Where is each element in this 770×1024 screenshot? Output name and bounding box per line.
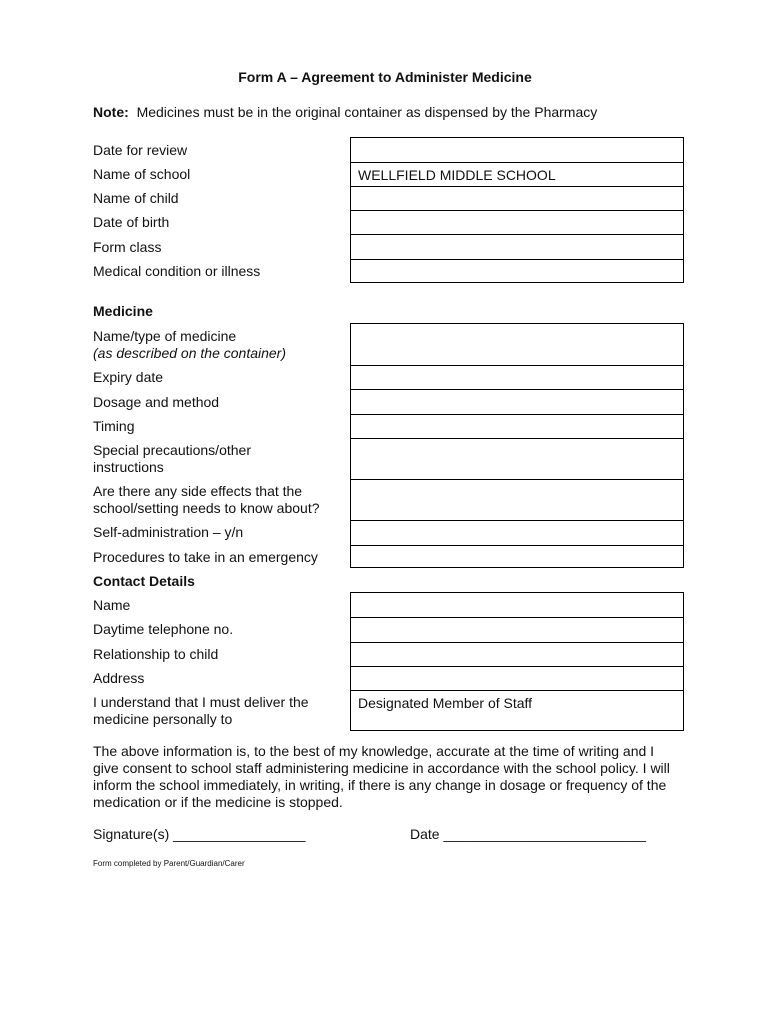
label-expiry-date: Expiry date <box>93 369 164 385</box>
label-name-type-medicine: Name/type of medicine <box>93 328 237 344</box>
medicine-box <box>350 323 684 568</box>
contact-box <box>350 592 684 731</box>
label-name-type-medicine-sub <box>93 345 286 361</box>
label-side-effects-2: school/setting needs to know about? <box>93 500 320 516</box>
field-precautions[interactable] <box>351 438 683 479</box>
field-self-administration[interactable] <box>351 520 683 545</box>
label-dosage-method: Dosage and method <box>93 394 220 410</box>
label-form-class: Form class <box>93 239 162 255</box>
label-daytime-phone: Daytime telephone no. <box>93 621 234 637</box>
label-name-type-medicine-sub-text: (as described on the container) <box>93 345 286 361</box>
label-precautions-1: Special precautions/other <box>93 442 251 458</box>
field-side-effects[interactable] <box>351 479 683 520</box>
signature-line[interactable]: Signature(s) _________________ <box>93 826 306 842</box>
label-deliver-1: I understand that I must deliver the <box>93 694 309 710</box>
footer-note: Form completed by Parent/Guardian/Carer <box>93 859 245 868</box>
label-name-of-child: Name of child <box>93 190 179 206</box>
label-medical-condition: Medical condition or illness <box>93 263 261 279</box>
label-precautions-2: instructions <box>93 459 164 475</box>
field-emergency-procedures[interactable] <box>351 545 683 569</box>
field-name-of-school[interactable] <box>351 162 683 186</box>
medicine-heading: Medicine <box>93 303 153 319</box>
label-emergency-procedures: Procedures to take in an emergency <box>93 549 318 565</box>
label-timing: Timing <box>93 418 135 434</box>
label-date-of-birth: Date of birth <box>93 214 170 230</box>
label-contact-name: Name <box>93 597 131 613</box>
value-name-of-school: WELLFIELD MIDDLE SCHOOL <box>358 167 556 183</box>
label-date-for-review: Date for review <box>93 142 188 158</box>
field-timing[interactable] <box>351 414 683 438</box>
field-expiry-date[interactable] <box>351 365 683 389</box>
form-title: Form A – Agreement to Administer Medicine <box>238 69 532 85</box>
note-line <box>93 104 597 120</box>
note-label: Note: <box>93 104 129 120</box>
field-daytime-phone[interactable] <box>351 617 683 642</box>
consent-paragraph: The above information is, to the best of my knowledge, accurate at the time of writing and I give consent to school staff administering medicine in accordance with the school policy. I will inform the school immediately, in writing, if there is any change in dosage or frequency of the medication or if the medicine is stopped. <box>93 743 670 810</box>
field-name-of-child[interactable] <box>351 186 683 210</box>
label-self-administration: Self-administration – y/n <box>93 524 244 540</box>
contact-heading: Contact Details <box>93 573 195 589</box>
field-form-class[interactable] <box>351 234 683 259</box>
note-text: Medicines must be in the original container as dispensed by the Pharmacy <box>136 104 598 120</box>
label-side-effects-1: Are there any side effects that the <box>93 483 303 499</box>
label-address: Address <box>93 670 145 686</box>
field-relationship[interactable] <box>351 642 683 666</box>
field-medical-condition[interactable] <box>351 259 683 284</box>
field-date-of-birth[interactable] <box>351 210 683 234</box>
field-name-type-medicine[interactable] <box>351 324 683 365</box>
label-deliver-2: medicine personally to <box>93 711 233 727</box>
field-date-for-review[interactable] <box>351 138 683 162</box>
field-deliver-to[interactable] <box>351 690 683 732</box>
label-relationship: Relationship to child <box>93 646 219 662</box>
field-address[interactable] <box>351 666 683 690</box>
date-line[interactable]: Date __________________________ <box>410 826 646 842</box>
label-name-of-school: Name of school <box>93 166 191 182</box>
field-dosage-method[interactable] <box>351 389 683 414</box>
child-details-box <box>350 137 684 283</box>
value-deliver-to: Designated Member of Staff <box>358 695 533 711</box>
field-contact-name[interactable] <box>351 593 683 617</box>
